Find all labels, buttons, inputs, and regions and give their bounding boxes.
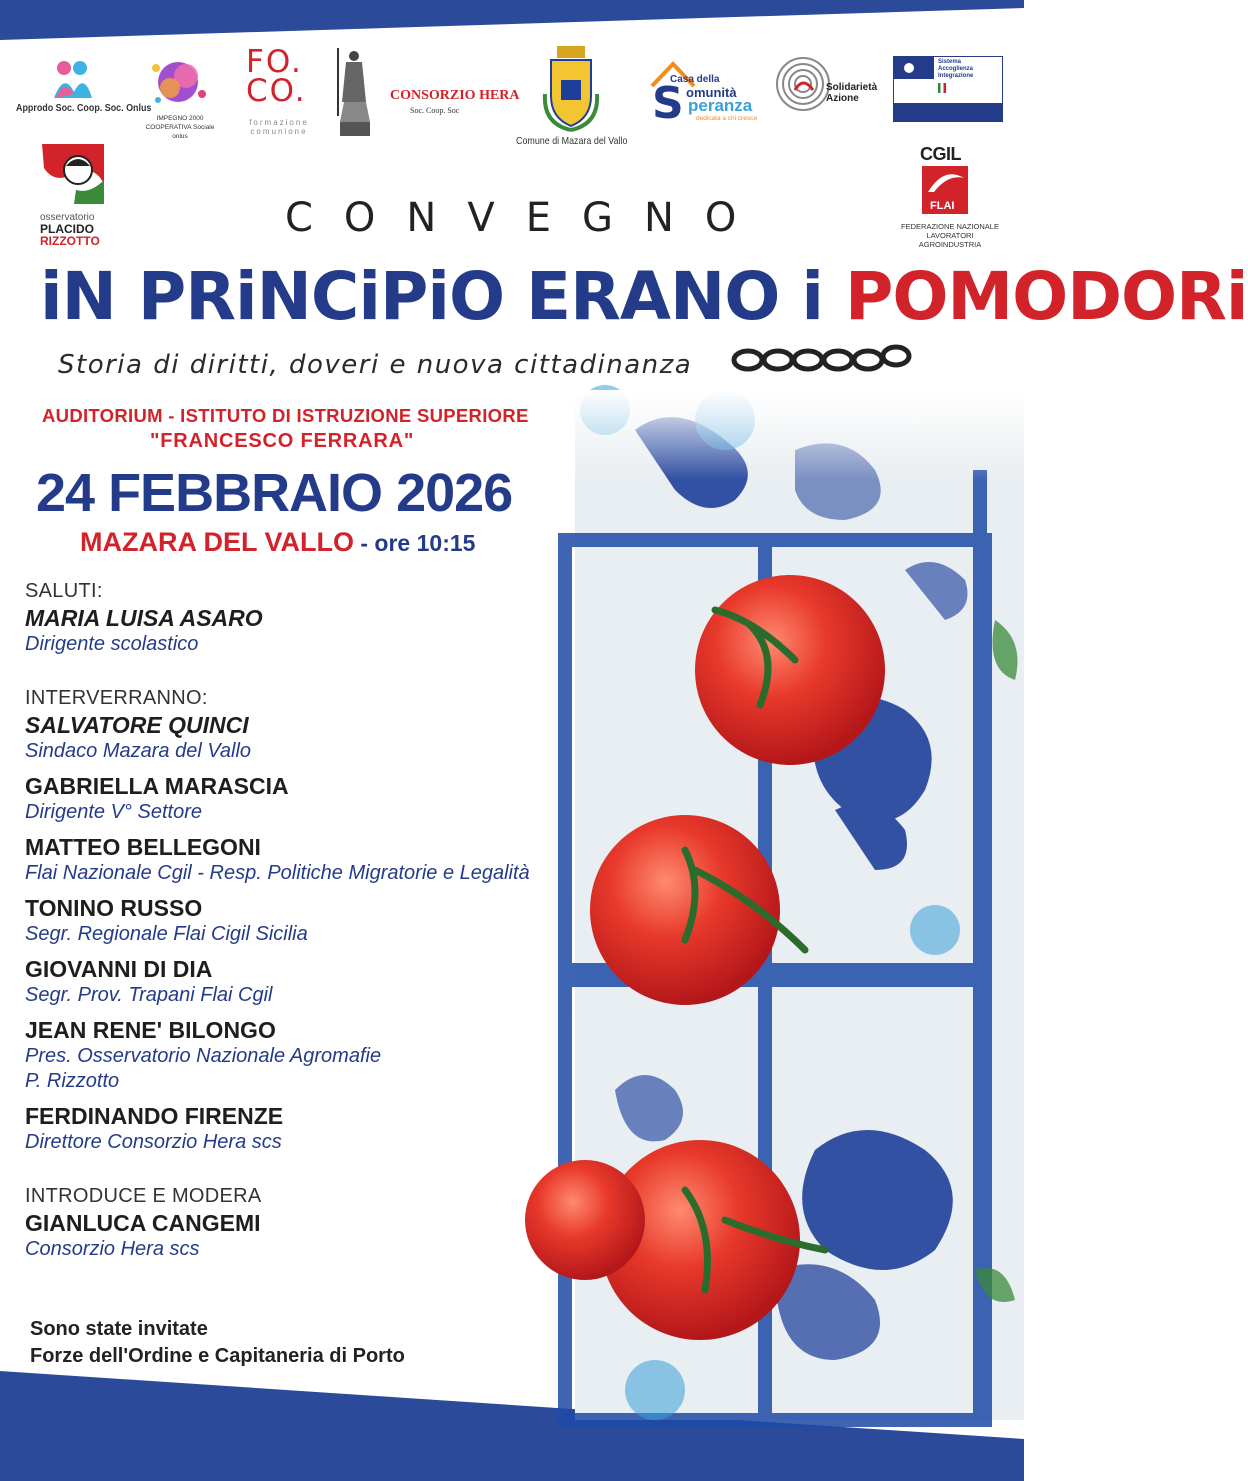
placido-line3: RIZZOTTO [40, 234, 100, 248]
sai-title [938, 59, 973, 80]
speaker-role: Segr. Regionale Flai Cigil Sicilia [25, 923, 308, 945]
tomato-top [695, 575, 885, 765]
approdo-logo-icon [50, 58, 94, 102]
speaker-role-line2: P. Rizzotto [25, 1070, 120, 1092]
speaker-name: GABRIELLA MARASCIA [25, 773, 289, 799]
foco-top: FO. [246, 44, 303, 80]
statue-logo-icon [330, 46, 374, 138]
speaker-name: TONINO RUSSO [25, 895, 203, 921]
azione-text: Azione [826, 93, 859, 104]
event-date: 24 FEBBRAIO 2026 [36, 463, 513, 523]
speaker-role: Dirigente scolastico [25, 633, 199, 655]
speaker-entry [25, 833, 570, 886]
invited-line2: Forze dell'Ordine e Capitaneria di Porto [30, 1345, 405, 1367]
moderator-entry [25, 1209, 570, 1262]
sponsor-logos [0, 40, 1024, 160]
event-title [40, 258, 1248, 335]
speaker-role: Sindaco Mazara del Vallo [25, 740, 252, 762]
hera-logo: CONSORZIO HERA [390, 88, 520, 103]
foco-mid: CO. [246, 73, 307, 109]
speaker-role: Direttore Consorzio Hera scs [25, 1131, 282, 1153]
speaker-role: Pres. Osservatorio Nazionale Agromafie [25, 1045, 382, 1067]
speaker-name: JEAN RENE' BILONGO [25, 1017, 276, 1043]
casa-line2: omunità [686, 85, 737, 100]
title-red-part: POMODORi [844, 258, 1248, 335]
speaker-entry [25, 955, 570, 1008]
invited-line1: Sono state invitate [30, 1318, 208, 1340]
sai-line3: Integrazione [938, 73, 974, 79]
placido-line2: PLACIDO [40, 222, 94, 236]
sai-line1: Sistema [938, 59, 962, 65]
placido-rizzotto-logo [40, 142, 110, 248]
foco-logo [246, 44, 307, 109]
event-subtitle: Storia di diritti, doveri e nuova cittadinanza [58, 350, 693, 380]
speaker-entry [25, 604, 570, 657]
sai-dot-icon [904, 63, 914, 73]
speaker-name: GIOVANNI DI DIA [25, 956, 213, 982]
sai-line2: Accoglienza [938, 66, 974, 72]
speaker-role: Flai Nazionale Cgil - Resp. Politiche Migratorie e Legalità [25, 862, 530, 884]
tomato-middle [590, 815, 780, 1005]
majolica-tomato-artwork [575, 390, 1024, 1420]
flai-caption-line2: LAVORATORI AGROINDUSTRIA [918, 231, 982, 249]
spiral-logo-icon [775, 56, 831, 112]
speaker-name: MARIA LUISA ASARO [25, 605, 263, 631]
speaker-name: MATTEO BELLEGONI [25, 834, 261, 860]
hera-caption: Soc. Coop. Soc [410, 106, 460, 115]
casa-line3: peranza [688, 96, 753, 115]
casa-caption: dedicata a chi cresce [696, 115, 758, 122]
speaker-entry [25, 772, 570, 825]
flai-caption-line1: FEDERAZIONE NAZIONALE [901, 222, 999, 231]
flai-caption [900, 222, 1000, 249]
speaker-entry [25, 1102, 570, 1155]
sai-logo [893, 56, 1003, 122]
speaker-role: Dirigente V° Settore [25, 801, 202, 823]
speaker-name: SALVATORE QUINCI [25, 712, 249, 738]
venue-line2: "FRANCESCO FERRARA" [150, 430, 415, 452]
speaker-entry [25, 1016, 570, 1094]
program [25, 578, 570, 1270]
saluti-label: SALUTI: [25, 580, 103, 602]
title-blue-part: iN PRiNCiPiO ERANO i [40, 258, 823, 335]
sai-blue-block [894, 57, 934, 79]
venue-line1: AUDITORIUM - ISTITUTO DI ISTRUZIONE SUPERIORE [42, 405, 529, 426]
event-place-time [80, 527, 475, 558]
cgil-text: CGIL [920, 144, 961, 164]
placido-line1: osservatorio [40, 212, 95, 223]
approdo-caption: Approdo Soc. Coop. Soc. Onlus [16, 102, 152, 114]
cgil-flai-logo [890, 142, 1010, 249]
italy-flag-icon [938, 83, 946, 93]
speaker-entry [25, 894, 570, 947]
speaker-name: FERDINANDO FIRENZE [25, 1103, 284, 1129]
event-city: MAZARA DEL VALLO [80, 527, 354, 557]
speaker-role: Segr. Prov. Trapani Flai Cgil [25, 984, 273, 1006]
svg-text:S: S [652, 78, 684, 129]
chain-icon [730, 340, 915, 376]
solidarieta-logo [826, 82, 877, 104]
moderator-label: INTRODUCE E MODERA [25, 1185, 262, 1207]
sai-footer-bar [894, 103, 1002, 121]
casa-line1: Casa della [670, 74, 720, 85]
moderator-name: GIANLUCA CANGEMI [25, 1210, 261, 1236]
flai-swoosh-icon [922, 166, 968, 202]
impegno-caption: IMPEGNO 2000 COOPERATIVA Sociale onlus [145, 115, 215, 140]
comune-crest-icon [543, 44, 599, 132]
solidarieta-text: Solidarietà [826, 82, 878, 93]
foco-caption: formazione comunione [249, 118, 309, 136]
speaker-entry [25, 711, 570, 764]
comune-caption: Comune di Mazara del Vallo [516, 135, 628, 147]
casa-speranza-logo [650, 60, 770, 129]
invited-note [30, 1316, 405, 1370]
moderator-role: Consorzio Hera scs [25, 1238, 200, 1260]
impegno-logo-icon [148, 54, 210, 112]
event-time: - ore 10:15 [353, 530, 476, 556]
interventi-label: INTERVERRANNO: [25, 687, 208, 709]
flai-text: FLAI [930, 200, 955, 212]
portrait-icon [40, 142, 106, 208]
event-type-heading: CONVEGNO [285, 195, 768, 241]
